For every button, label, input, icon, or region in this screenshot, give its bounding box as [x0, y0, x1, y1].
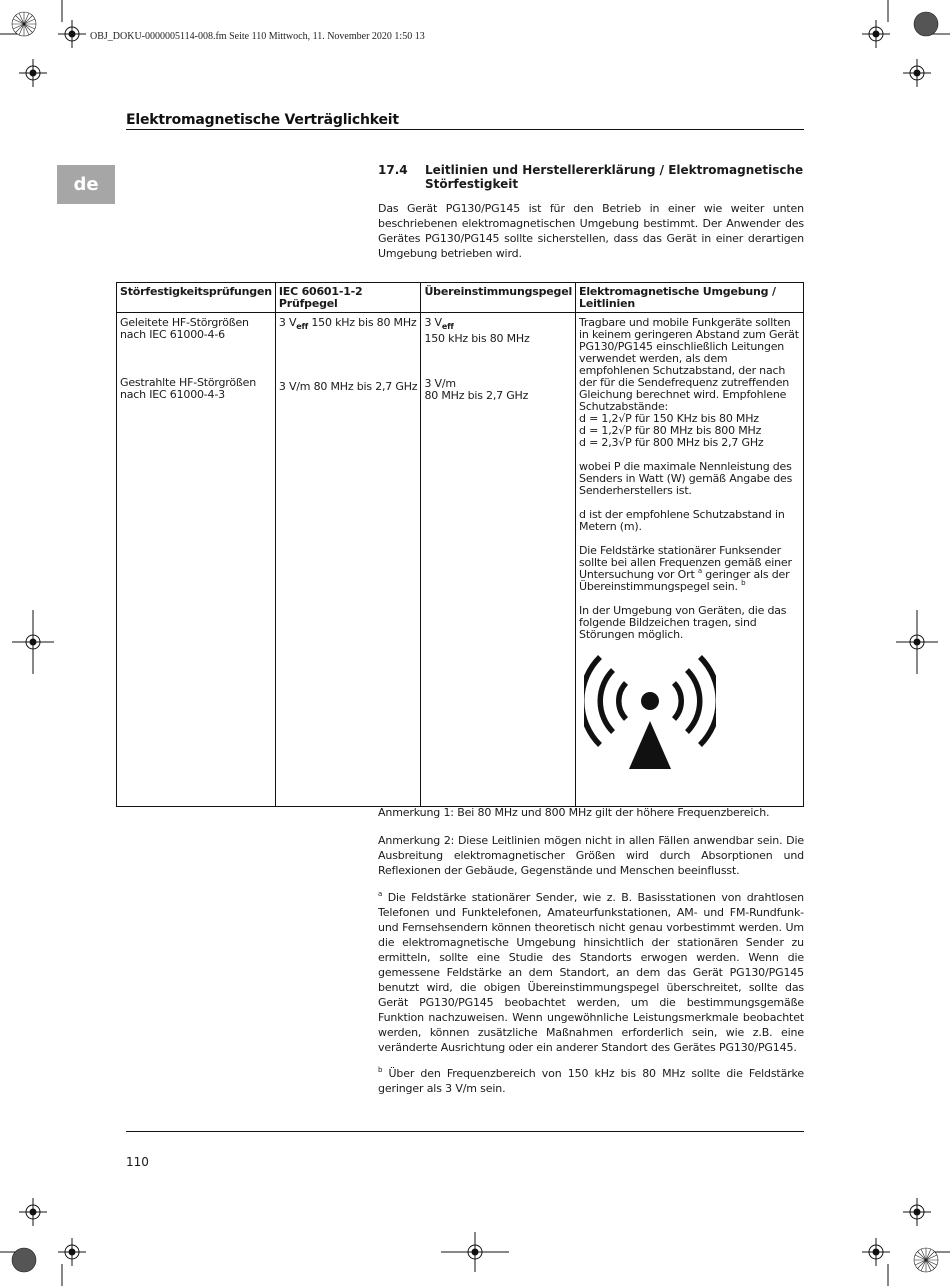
compliance-conducted-range: 150 kHz bis 80 MHz	[424, 332, 530, 345]
test-radiated: Gestrahlte HF-Störgrößen nach IEC 61000-4-3	[120, 376, 256, 401]
footnote-a: $^a$ Die Feldstärke stationärer Sender, wie z. B. Basisstationen von drahtlosen Telefonen und Funktelefonen, Amateurfunkstationen, AM- und FM-Rundfunk- und Fernsehsendern können theoretisch nicht genau vorbestimmt werden. Um die elektromagnetische Umgebung hinsichtlich der stationären Sender zu ermitteln, sollte eine Studie des Standorts erwogen werden. Wenn die gemessene Feldstärke an dem Standort, an dem das Gerät PG130/PG145 benutzt wird, die obigen Übereinstimmungspegel überschreitet, sollte das Gerät PG130/PG145 beobachtet werden, um die bestimmungsgemäße Funktion nachzuweisen. Wenn ungewöhnliche Leistungsmerkmale beobachtet werden, können zusätzliche Maßnahmen erforderlich sein, wie z.B. eine veränderte Ausrichtung oder ein anderer Standort des Gerätes PG130/PG145.	[378, 890, 804, 1054]
level-radiated: 3 V/m 80 MHz bis 2,7 GHz	[278, 380, 418, 393]
table-row	[117, 313, 804, 807]
guidance-paragraph: In der Umgebung von Geräten, die das folgende Bildzeichen tragen, sind Störungen möglich.	[579, 604, 787, 641]
page-number: 110	[126, 1155, 149, 1169]
emc-immunity-table	[116, 282, 804, 807]
footnote-b: $^b$ Über den Frequenzbereich von 150 kHz bis 80 MHz sollte die Feldstärke geringer als 3 V/m sein.	[378, 1066, 804, 1095]
environment-guidance-cell	[576, 313, 804, 807]
distance-formula: d = 1,2√P für 80 MHz bis 800 MHz	[579, 424, 762, 437]
note-1: Anmerkung 1: Bei 80 MHz und 800 MHz gilt der höhere Frequenzbereich.	[378, 806, 770, 819]
chapter-title: Elektromagnetische Verträglichkeit	[126, 112, 399, 128]
distance-formula: d = 2,3√P für 800 MHz bis 2,7 GHz	[579, 436, 764, 449]
language-tab: de	[57, 165, 115, 204]
test-conducted: Geleitete HF-Störgrößen nach IEC 61000-4-6	[120, 316, 249, 341]
guidance-paragraph: Tragbare und mobile Funkgeräte sollten in keinem geringeren Abstand zum Gerät PG130/PG145 einschließlich Leitungen verwendet werden, als dem empfohlenen Schutzabstand, der nach der für die Sendefrequenz zutreffenden Gleichung berechnet wird. Empfohlene Schutzabstände: d = 1,2√P für 150 KHz bis 80 MHz d = 1,2√P für 80 MHz bis 800 MHz d = 2,3√P für 800 MHz bis 2,7 GHz	[579, 316, 799, 449]
test-level-cell	[275, 313, 421, 807]
column-header: Elektromagnetische Umgebung / Leitlinien	[576, 283, 804, 313]
note-2: Anmerkung 2: Diese Leitlinien mögen nicht in allen Fällen anwendbar sein. Die Ausbreitung elektromagnetischer Größen wird durch Absorptionen und Reflexionen der Gebäude, Gegenstände und Menschen beeinflusst.	[378, 834, 804, 877]
section-title: Leitlinien und Herstellererklärung / Elektromagnetische Störfestigkeit	[425, 163, 804, 191]
distance-formula: d = 1,2√P für 150 KHz bis 80 MHz	[579, 412, 759, 425]
compliance-level-cell	[421, 313, 576, 807]
section-number: 17.4	[378, 163, 408, 177]
column-header: IEC 60601-1-2 Prüfpegel	[275, 283, 421, 313]
guidance-paragraph: wobei P die maximale Nennleistung des Senders in Watt (W) gemäß Angabe des Senderherstellers ist.	[579, 460, 793, 497]
level-conducted: 3 $V_{eff}$ 150 kHz bis 80 MHz	[278, 316, 417, 331]
table-header-row	[117, 283, 804, 313]
section-intro: Das Gerät PG130/PG145 ist für den Betrieb in einer wie weiter unten beschriebenen elektromagnetischen Umgebung bestimmt. Der Anwender des Gerätes PG130/PG145 sollte sicherstellen, dass das Gerät in einer derartigen Umgebung betrieben wird.	[378, 202, 804, 260]
immunity-tests-cell	[117, 313, 276, 807]
non-ionizing-radiation-icon	[584, 653, 716, 771]
guidance-paragraph: d ist der empfohlene Schutzabstand in Metern (m).	[579, 508, 785, 533]
compliance-radiated-range: 80 MHz bis 2,7 GHz	[424, 389, 529, 402]
guidance-paragraph: Die Feldstärke stationärer Funksender sollte bei allen Frequenzen gemäß einer Untersuchung vor Ort $^a$ geringer als der Übereinstimmungspegel sein. $^b$	[579, 544, 792, 593]
footer-rule	[126, 1131, 804, 1132]
file-info-slug: OBJ_DOKU-0000005114-008.fm Seite 110 Mittwoch, 11. November 2020 1:50 13	[90, 31, 425, 42]
column-header: Übereinstimmungspegel	[421, 283, 576, 313]
compliance-radiated: 3 V/m	[424, 377, 456, 390]
column-header: Störfestigkeitsprüfungen	[117, 283, 276, 313]
compliance-conducted: 3 $V_{eff}$	[424, 316, 454, 331]
header-rule	[126, 129, 804, 130]
